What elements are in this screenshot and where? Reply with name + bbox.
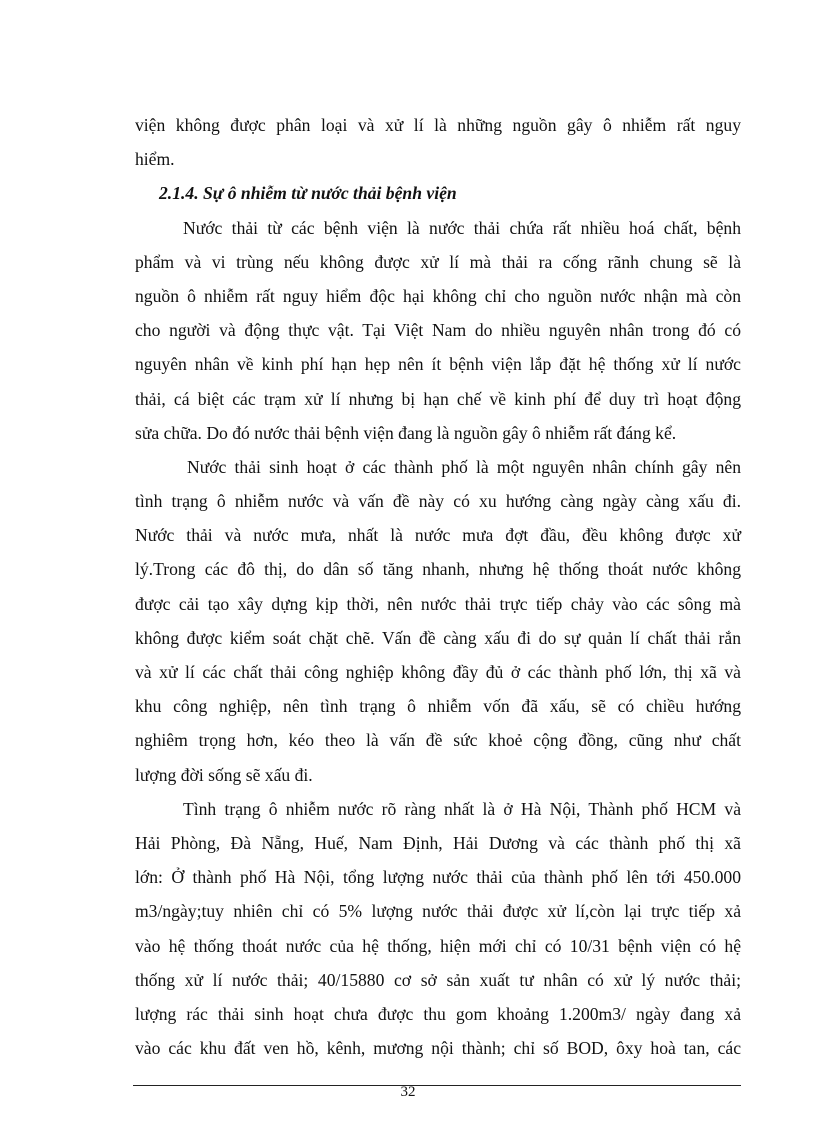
section-heading: 2.1.4. Sự ô nhiễm từ nước thải bệnh viện (159, 183, 457, 204)
text-line: khu công nghiệp, nên tình trạng ô nhiễm vốn đã xấu, sẽ có chiều hướng (135, 696, 741, 717)
text-line: nguyên nhân về kinh phí hạn hẹp nên ít bệnh viện lắp đặt hệ thống xử lí nước (135, 354, 741, 375)
text-line: được cải tạo xây dựng kịp thời, nên nước thải trực tiếp chảy vào các sông mà (135, 593, 741, 614)
page-number: 32 (400, 1084, 416, 1100)
paragraph-urban-wastewater (135, 450, 741, 792)
text-line: không được kiểm soát chặt chẽ. Vấn đề càng xấu đi do sự quản lí chất thải rắn (135, 627, 741, 648)
text-line: lý.Trong các đô thị, do dân số tăng nhanh, nhưng hệ thống thoát nước không (135, 559, 741, 580)
text-line: lượng rác thải sinh hoạt chưa được thu gom khoảng 1.200m3/ ngày đang xả (135, 1003, 741, 1024)
text-line: nguồn ô nhiễm rất nguy hiểm độc hại không chỉ cho nguồn nước nhận mà còn (135, 285, 741, 306)
text-line: Tình trạng ô nhiễm nước rõ ràng nhất là ở Hà Nội, Thành phố HCM và (183, 798, 741, 819)
paragraph-city-pollution (135, 792, 741, 1066)
text-line: Nước thải và nước mưa, nhất là nước mưa đợt đầu, đều không được xử (135, 525, 741, 546)
text-line: m3/ngày;tuy nhiên chỉ có 5% lượng nước thải được xử lí,còn lại trực tiếp xả (135, 901, 741, 922)
text-line: Nước thải từ các bệnh viện là nước thải chứa rất nhiều hoá chất, bệnh (183, 217, 741, 238)
paragraph-hospital-wastewater (135, 211, 741, 450)
text-line: sửa chữa. Do đó nước thải bệnh viện đang là nguồn gây ô nhiễm rất đáng kể. (135, 422, 677, 443)
text-line: nghiêm trọng hơn, kéo theo là vấn đề sức khoẻ cộng đồng, cũng như chất (135, 730, 741, 751)
text-line: thống xử lí nước thải; 40/15880 cơ sở sản xuất tư nhân có xử lý nước thải; (135, 969, 741, 990)
text-line: Hải Phòng, Đà Nẵng, Huế, Nam Định, Hải Dương và các thành phố thị xã (135, 832, 741, 853)
text-line: phẩm và vi trùng nếu không được xử lí mà thải ra cống rãnh chung sẽ là (135, 251, 741, 272)
text-line: vào các khu đất ven hồ, kênh, mương nội thành; chỉ số BOD, ôxy hoà tan, các (135, 1038, 741, 1059)
text-line: và xử lí các chất thải công nghiệp không đầy đủ ở các thành phố lớn, thị xã và (135, 662, 741, 682)
text-line: lượng đời sống sẽ xấu đi. (135, 764, 313, 785)
text-line: vào hệ thống thoát nước của hệ thống, hiện mới chỉ có 10/31 bệnh viện có hệ (135, 935, 741, 956)
text-line: thải, cá biệt các trạm xử lí nhưng bị hạn chế về kinh phí để duy trì hoạt động (135, 388, 741, 409)
body-text (135, 108, 741, 1065)
text-line: lớn: Ở thành phố Hà Nội, tổng lượng nước thải của thành phố lên tới 450.000 (135, 867, 741, 888)
text-line: hiểm. (135, 149, 175, 170)
text-line: tình trạng ô nhiễm nước và vấn đề này có xu hướng càng ngày càng xấu đi. (135, 491, 741, 512)
text-line: Nước thải sinh hoạt ở các thành phố là một nguyên nhân chính gây nên (187, 456, 741, 477)
text-line: cho người và động thực vật. Tại Việt Nam do nhiều nguyên nhân trong đó có (135, 320, 741, 341)
text-line: viện không được phân loại và xử lí là những nguồn gây ô nhiễm rất nguy (135, 115, 741, 135)
